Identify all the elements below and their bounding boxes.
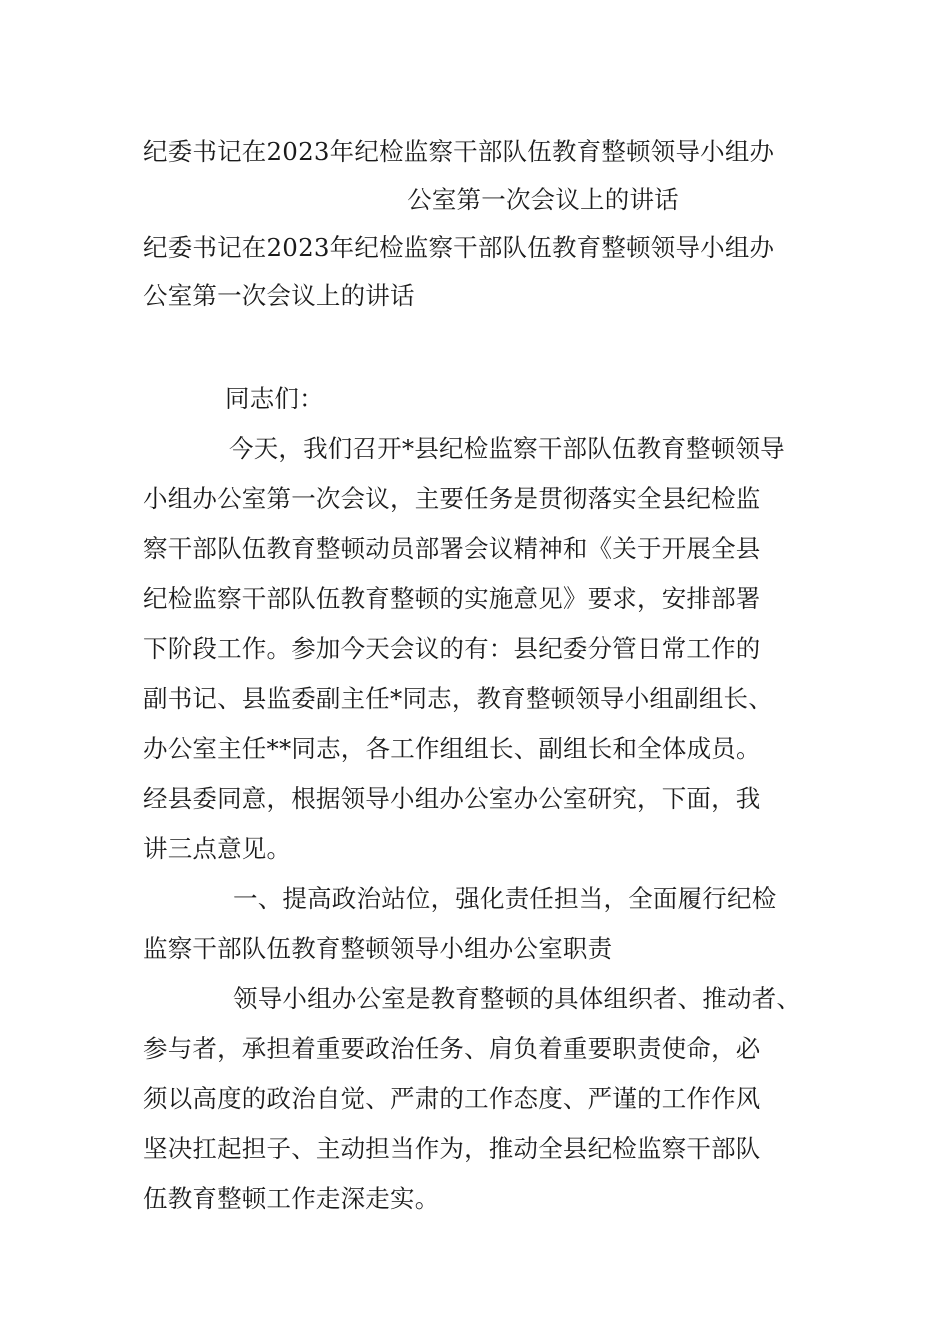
paragraph-line: 伍教育整顿工作走深走实。: [143, 1184, 440, 1213]
paragraph-line: 领导小组办公室是教育整顿的具体组织者、推动者、: [233, 984, 802, 1013]
title-line-2: 公室第一次会议上的讲话: [407, 185, 679, 214]
paragraph-line: 经县委同意，根据领导小组办公室办公室研究，下面，我: [143, 784, 761, 813]
greeting: 同志们：: [225, 384, 324, 413]
paragraph-line: 察干部队伍教育整顿动员部署会议精神和《关于开展全县: [143, 534, 761, 563]
paragraph-line: 今天，我们召开*县纪检监察干部队伍教育整顿领导: [229, 434, 785, 463]
document-subtitle: [143, 224, 823, 320]
paragraph-line: 讲三点意见。: [143, 834, 292, 863]
subtitle-line-2: 公室第一次会议上的讲话: [143, 281, 415, 310]
subtitle-line-1: 纪委书记在2023年纪检监察干部队伍教育整顿领导小组办: [143, 233, 775, 262]
paragraph-2: [143, 974, 833, 1224]
heading-line: 一、提高政治站位，强化责任担当，全面履行纪检: [233, 884, 777, 913]
paragraph-line: 须以高度的政治自觉、严肃的工作态度、严谨的工作作风: [143, 1084, 761, 1113]
paragraph-line: 坚决扛起担子、主动担当作为，推动全县纪检监察干部队: [143, 1134, 761, 1163]
document-body: [143, 374, 833, 1224]
section-heading-1: [143, 874, 833, 974]
title-line-1: 纪委书记在2023年纪检监察干部队伍教育整顿领导小组办: [143, 137, 775, 166]
paragraph-line: 副书记、县监委副主任*同志，教育整顿领导小组副组长、: [143, 684, 773, 713]
heading-line: 监察干部队伍教育整顿领导小组办公室职责: [143, 934, 613, 963]
document-title: [143, 128, 823, 224]
paragraph-line: 纪检监察干部队伍教育整顿的实施意见》要求，安排部署: [143, 584, 761, 613]
paragraph-line: 办公室主任**同志，各工作组组长、副组长和全体成员。: [143, 734, 761, 763]
paragraph-line: 小组办公室第一次会议，主要任务是贯彻落实全县纪检监: [143, 484, 761, 513]
paragraph-1: [143, 424, 833, 874]
paragraph-line: 参与者，承担着重要政治任务、肩负着重要职责使命，必: [143, 1034, 761, 1063]
paragraph-line: 下阶段工作。参加今天会议的有：县纪委分管日常工作的: [143, 634, 761, 663]
